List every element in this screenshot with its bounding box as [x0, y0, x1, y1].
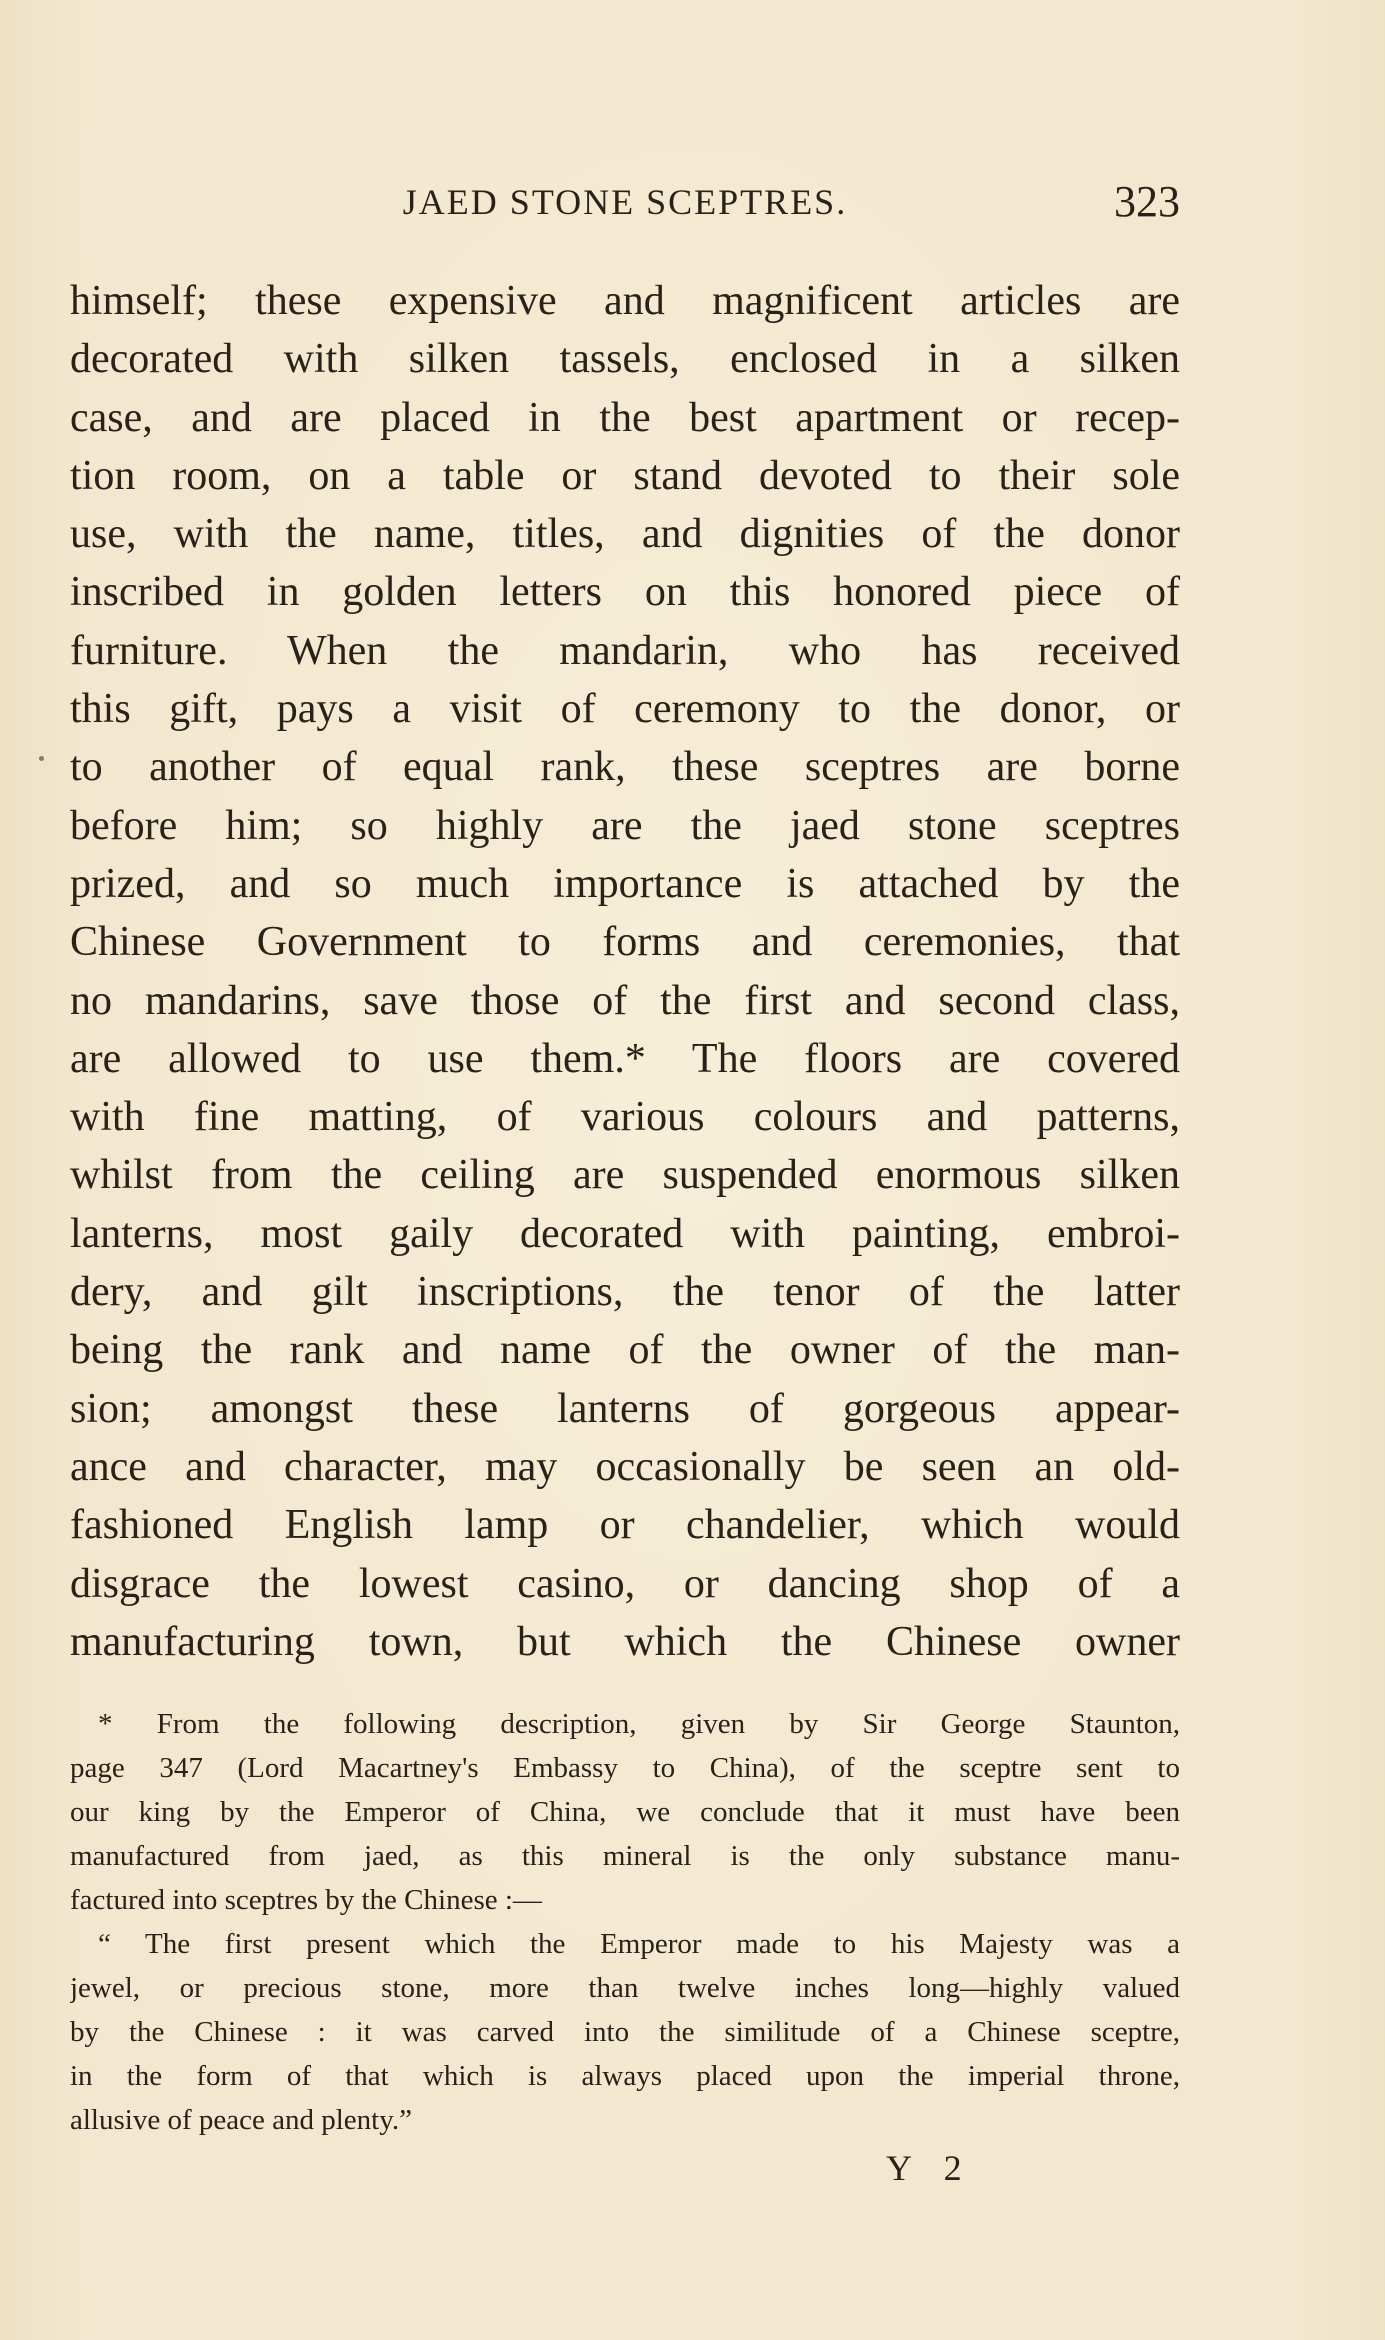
- text-line: Chinese Government to forms and ceremonies, that: [70, 919, 1180, 966]
- footnote-line: manufactured from jaed, as this mineral is the only substance manu-: [70, 1840, 1180, 1872]
- margin-mark: [39, 756, 44, 761]
- text-line: are allowed to use them.* The floors are covered: [70, 1035, 1180, 1082]
- footnote-line: factured into sceptres by the Chinese :—: [70, 1884, 542, 1916]
- footnote-line: page 347 (Lord Macartney's Embassy to China), of the sceptre sent to: [70, 1752, 1180, 1784]
- text-line: dery, and gilt inscriptions, the tenor of the latter: [70, 1269, 1180, 1316]
- text-line: inscribed in golden letters on this honored piece of: [70, 569, 1180, 616]
- text-line: fashioned English lamp or chandelier, which would: [70, 1502, 1180, 1549]
- text-line: sion; amongst these lanterns of gorgeous appear-: [70, 1385, 1180, 1432]
- footnote-line: “ The first present which the Emperor made to his Majesty was a: [98, 1928, 1180, 1960]
- footnote-line: in the form of that which is always placed upon the imperial throne,: [70, 2060, 1180, 2092]
- text-line: to another of equal rank, these sceptres are borne: [70, 744, 1180, 791]
- footnote-line: by the Chinese : it was carved into the similitude of a Chinese sceptre,: [70, 2016, 1180, 2048]
- page-number: 323: [1114, 177, 1180, 226]
- text-line: manufacturing town, but which the Chinese owner: [70, 1618, 1180, 1665]
- body-paragraph: [70, 272, 1180, 1672]
- text-line: no mandarins, save those of the first and second class,: [70, 977, 1180, 1024]
- text-line: himself; these expensive and magnificent articles are: [70, 278, 1180, 324]
- text-line: furniture. When the mandarin, who has received: [70, 627, 1180, 674]
- page-header: [70, 172, 1180, 232]
- footnote: [70, 1702, 1180, 2142]
- text-line: case, and are placed in the best apartment or recep-: [70, 394, 1180, 441]
- text-line: lanterns, most gaily decorated with painting, embroi-: [70, 1210, 1180, 1257]
- footnote-line: our king by the Emperor of China, we conclude that it must have been: [70, 1796, 1180, 1828]
- text-line: tion room, on a table or stand devoted to their sole: [70, 452, 1180, 499]
- footnote-line: allusive of peace and plenty.”: [70, 2104, 412, 2136]
- text-line: this gift, pays a visit of ceremony to the donor, or: [70, 686, 1180, 733]
- text-line: use, with the name, titles, and dignities of the donor: [70, 511, 1180, 558]
- running-head: JAED STONE SCEPTRES.: [402, 182, 848, 222]
- text-line: prized, and so much importance is attached by the: [70, 860, 1180, 907]
- text-line: before him; so highly are the jaed stone sceptres: [70, 802, 1180, 849]
- footnote-line: * From the following description, given by Sir George Staunton,: [98, 1708, 1180, 1740]
- text-line: ance and character, may occasionally be seen an old-: [70, 1443, 1180, 1490]
- text-line: whilst from the ceiling are suspended enormous silken: [70, 1152, 1180, 1199]
- text-line: decorated with silken tassels, enclosed in a silken: [70, 336, 1180, 383]
- footnote-line: jewel, or precious stone, more than twelve inches long—highly valued: [70, 1972, 1180, 2004]
- text-line: disgrace the lowest casino, or dancing shop of a: [70, 1560, 1180, 1607]
- text-line: being the rank and name of the owner of the man-: [70, 1327, 1180, 1374]
- signature-mark: Y 2: [886, 2148, 974, 2188]
- text-line: with fine matting, of various colours and patterns,: [70, 1094, 1180, 1141]
